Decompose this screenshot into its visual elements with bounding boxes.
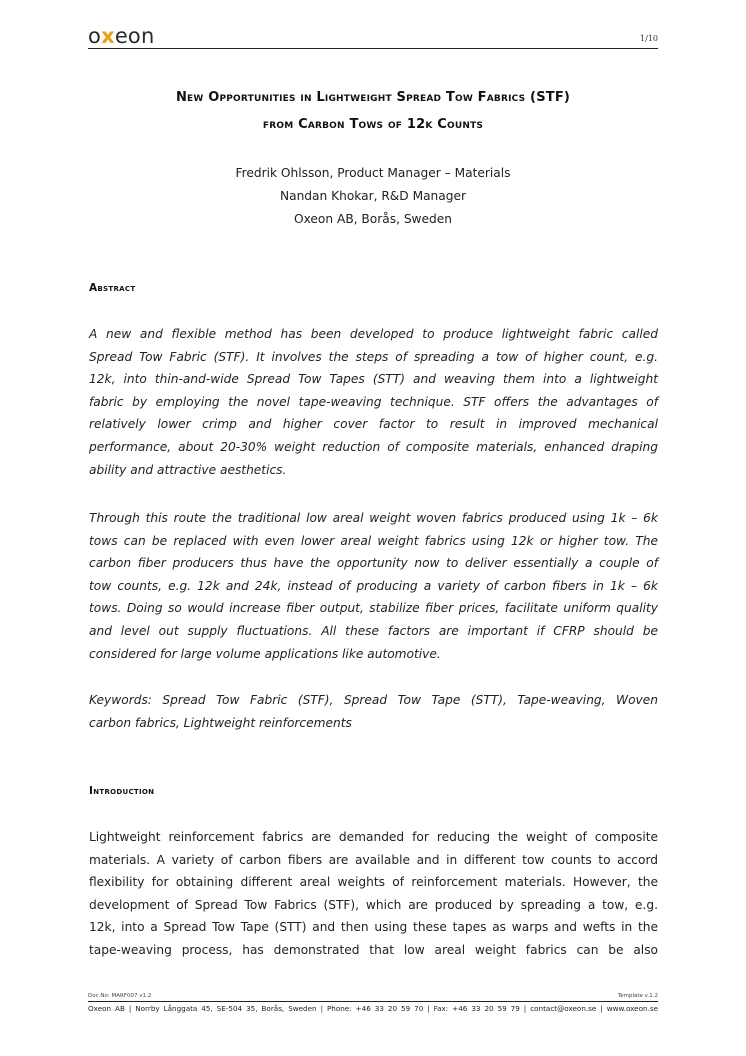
- document-number: Doc.No: MARF007 v1.2: [88, 993, 152, 999]
- oxeon-logo: [88, 24, 155, 48]
- abstract-paragraph-2: [89, 507, 658, 665]
- text-line: ability and attractive aesthetics.: [89, 462, 287, 477]
- text-line: materials. A variety of carbon fibers are available and in different tow counts to accord: [89, 852, 658, 867]
- author-line: Fredrik Ohlsson, Product Manager – Materials: [235, 166, 511, 180]
- paper-title-line-1: New Opportunities in Lightweight Spread Tow Fabrics (STF): [175, 90, 571, 105]
- abstract-heading: Abstract: [89, 282, 136, 294]
- introduction-paragraph-1: [89, 826, 658, 962]
- template-version: Template v.1.2: [617, 993, 658, 999]
- logo-x-mark: x: [101, 24, 115, 48]
- text-line: performance, about 20-30% weight reduction of composite materials, enhanced draping: [89, 439, 658, 454]
- text-line: fabric by employing the novel tape-weaving technique. STF offers the advantages of: [89, 394, 658, 409]
- page-number: 1/10: [640, 34, 658, 43]
- text-line: tape-weaving process, has demonstrated that low areal weight fabrics can be also: [89, 942, 658, 957]
- text-line: tows. Doing so would increase fiber output, stabilize fiber prices, facilitate uniform quality: [89, 601, 658, 616]
- text-line: carbon fiber producers thus have the opportunity now to deliver essentially a couple of: [89, 556, 658, 571]
- text-line: Keywords: Spread Tow Fabric (STF), Spread Tow Tape (STT), Tape-weaving, Woven: [89, 693, 658, 707]
- text-line: carbon fabrics, Lightweight reinforcements: [89, 715, 352, 730]
- logo-text-end: eon: [114, 24, 155, 48]
- text-line: relatively lower crimp and higher cover factor to result in improved mechanical: [89, 417, 658, 432]
- author-line: Nandan Khokar, R&D Manager: [279, 189, 466, 203]
- text-line: A new and flexible method has been developed to produce lightweight fabric called: [89, 327, 658, 341]
- text-line: tows can be replaced with even lower areal weight fabrics using 12k or higher tow. The: [89, 533, 658, 548]
- affiliation-line: Oxeon AB, Borås, Sweden: [294, 212, 452, 226]
- text-line: flexibility for obtaining different areal weights of reinforcement materials. However, the: [89, 875, 658, 890]
- text-line: development of Spread Tow Fabrics (STF), which are produced by spreading a tow, e.g.: [89, 897, 658, 912]
- footer-contact-line: Oxeon AB | Norrby Långgata 45, SE-504 35, Borås, Sweden | Phone: +46 33 20 59 70 | Fax: +46 33 20 59 79 | contact@oxeon.se | www.oxeon.se: [88, 1004, 658, 1013]
- abstract-paragraph-1: [89, 323, 658, 481]
- paper-title-line-2: from Carbon Tows of 12k Counts: [262, 117, 484, 132]
- text-line: Through this route the traditional low areal weight woven fabrics produced using 1k – 6k: [89, 511, 658, 525]
- page-header: [88, 24, 658, 49]
- keywords-paragraph: [89, 689, 658, 734]
- text-line: Lightweight reinforcement fabrics are demanded for reducing the weight of composite: [89, 830, 658, 844]
- introduction-heading: Introduction: [89, 785, 155, 797]
- text-line: 12k, into thin-and-wide Spread Tow Tapes (STT) and weaving them into a lightweight: [89, 372, 658, 387]
- text-line: 12k, into a Spread Tow Tape (STT) and then using these tapes as warps and wefts in the: [89, 920, 658, 935]
- footer-meta: [88, 993, 658, 1002]
- text-line: considered for large volume applications like automotive.: [89, 646, 441, 661]
- text-line: Spread Tow Fabric (STF). It involves the steps of spreading a tow of higher count, e.g.: [89, 349, 658, 364]
- page-footer: [88, 993, 658, 1013]
- logo-text-start: o: [88, 24, 102, 48]
- text-line: tow counts, e.g. 12k and 24k, instead of producing a variety of carbon fibers in 1k – 6k: [89, 578, 658, 593]
- text-line: and level out supply fluctuations. All these factors are important if CFRP should be: [89, 623, 658, 638]
